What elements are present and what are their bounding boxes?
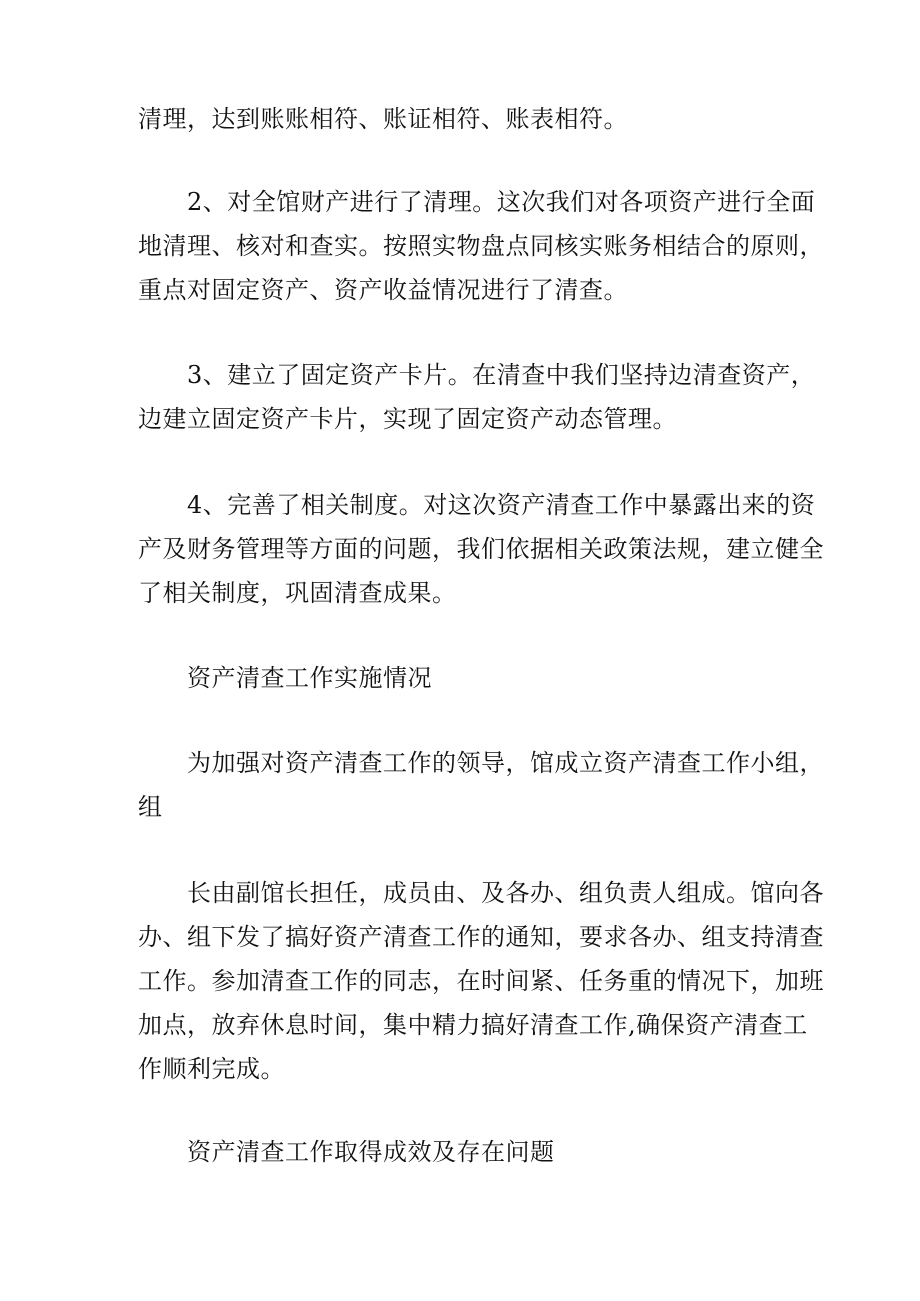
- paragraph-line: 工作。参加清查工作的同志，在时间紧、任务重的情况下，加班: [138, 967, 824, 995]
- section-heading: 资产清查工作实施情况: [187, 664, 432, 692]
- paragraph-line: 作顺利完成。: [138, 1055, 285, 1083]
- paragraph-line: 地清理、核对和查实。按照实物盘点同核实账务相结合的原则，: [138, 232, 824, 260]
- paragraph-line: 重点对固定资产、资产收益情况进行了清查。: [138, 276, 628, 304]
- paragraph-line: 办、组下发了搞好资产清查工作的通知，要求各办、组支持清查: [138, 923, 824, 951]
- paragraph-line: 4、完善了相关制度。对这次资产清查工作中暴露出来的资: [187, 491, 816, 519]
- paragraph-line: 为加强对资产清查工作的领导，馆成立资产清查工作小组，: [187, 749, 824, 777]
- paragraph-line: 2、对全馆财产进行了清理。这次我们对各项资产进行全面: [187, 188, 816, 216]
- paragraph-line: 产及财务管理等方面的问题，我们依据相关政策法规，建立健全: [138, 535, 824, 563]
- section-heading: 资产清查工作取得成效及存在问题: [187, 1138, 555, 1166]
- paragraph-line: 了相关制度，巩固清查成果。: [138, 579, 457, 607]
- paragraph-line: 3、建立了固定资产卡片。在清查中我们坚持边清查资产，: [187, 361, 816, 389]
- paragraph-line: 组: [138, 793, 163, 821]
- paragraph-line: 清理，达到账账相符、账证相符、账表相符。: [138, 105, 628, 133]
- paragraph-line: 加点，放弃休息时间，集中精力搞好清查工作,确保资产清查工: [138, 1011, 808, 1039]
- paragraph-line: 长由副馆长担任，成员由、及各办、组负责人组成。馆向各: [187, 879, 824, 907]
- paragraph-line: 边建立固定资产卡片，实现了固定资产动态管理。: [138, 405, 677, 433]
